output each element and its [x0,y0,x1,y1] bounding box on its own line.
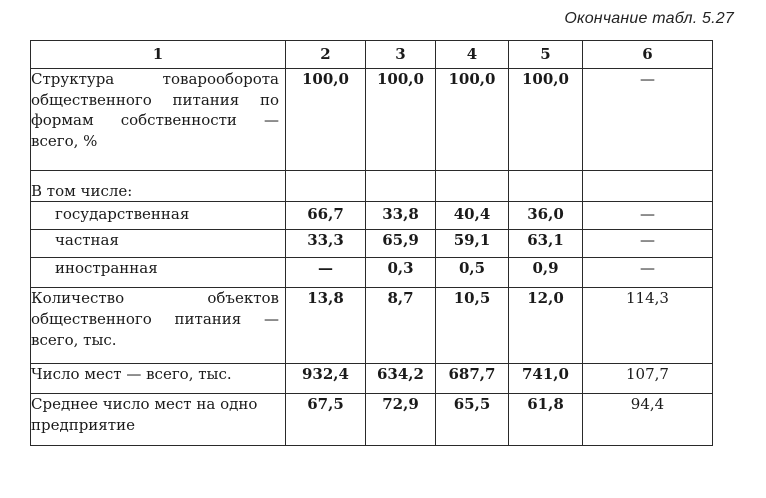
table-row-foreign [31,258,713,288]
cell-col3: 33,8 [366,202,436,230]
cell-col6: — [583,258,713,288]
table-caption: Окончание табл. 5.27 [564,10,734,27]
row-label-text: государственная [55,205,190,224]
cell-col2: 67,5 [286,394,366,446]
cell-col2: 100,0 [286,69,366,171]
cell-col3: 65,9 [366,230,436,258]
data-table [30,40,713,446]
cell-col4: 59,1 [436,230,509,258]
cell-col5: 12,0 [509,288,583,364]
cell-col6: 94,4 [583,394,713,446]
row-label [31,202,286,230]
table-row-private [31,230,713,258]
cell-col6: — [583,69,713,171]
row-label: Структура товарооборота общественного питания по формам собственности — всего, % [31,69,286,171]
cell-col5: 36,0 [509,202,583,230]
column-header-2: 2 [286,41,366,69]
cell-col5: 61,8 [509,394,583,446]
table-row-including [31,171,713,202]
cell-col4: 40,4 [436,202,509,230]
cell-col6: — [583,230,713,258]
cell-col6: 114,3 [583,288,713,364]
cell-col2 [286,171,366,202]
table-row-structure-total [31,69,713,171]
table-row-objects-count [31,288,713,364]
cell-col2: — [286,258,366,288]
cell-col5: 63,1 [509,230,583,258]
cell-col5: 100,0 [509,69,583,171]
cell-col3: 100,0 [366,69,436,171]
row-label: Количество объектов общественного питания — всего, тыс. [31,288,286,364]
cell-col2: 932,4 [286,364,366,394]
cell-col5 [509,171,583,202]
cell-col4 [436,171,509,202]
column-header-3: 3 [366,41,436,69]
cell-col5: 0,9 [509,258,583,288]
cell-col3 [366,171,436,202]
cell-col4: 0,5 [436,258,509,288]
cell-col3: 0,3 [366,258,436,288]
table-row-state [31,202,713,230]
table-row-seats-total [31,364,713,394]
table-row-avg-seats [31,394,713,446]
column-header-6: 6 [583,41,713,69]
row-label [31,230,286,258]
row-label: Число мест — всего, тыс. [31,364,286,394]
row-label: В том числе: [31,171,286,202]
cell-col5: 741,0 [509,364,583,394]
cell-col6: — [583,202,713,230]
cell-col2: 66,7 [286,202,366,230]
column-header-1: 1 [31,41,286,69]
table-header-row [31,41,713,69]
column-header-5: 5 [509,41,583,69]
cell-col3: 634,2 [366,364,436,394]
cell-col4: 65,5 [436,394,509,446]
cell-col6 [583,171,713,202]
cell-col3: 8,7 [366,288,436,364]
cell-col4: 100,0 [436,69,509,171]
cell-col4: 687,7 [436,364,509,394]
cell-col6: 107,7 [583,364,713,394]
cell-col2: 13,8 [286,288,366,364]
cell-col4: 10,5 [436,288,509,364]
column-header-4: 4 [436,41,509,69]
row-label-text: частная [55,231,119,250]
cell-col3: 72,9 [366,394,436,446]
row-label-text: иностранная [55,259,158,278]
cell-col2: 33,3 [286,230,366,258]
row-label: Среднее число мест на одно предприятие [31,394,286,446]
row-label [31,258,286,288]
